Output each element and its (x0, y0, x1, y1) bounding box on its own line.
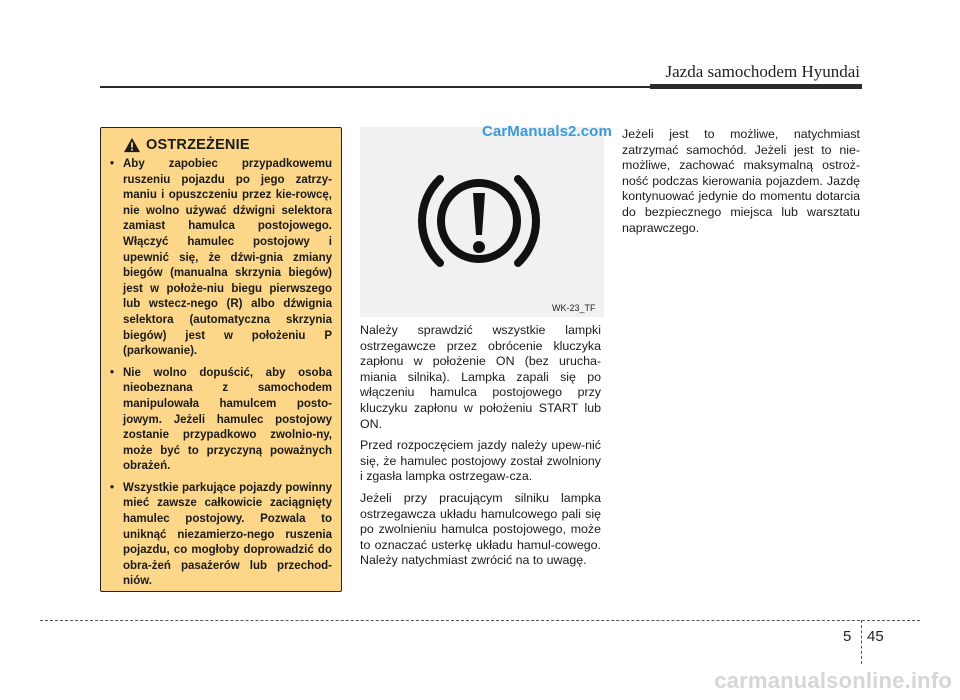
warning-header (123, 137, 332, 153)
chapter-number: 5 (843, 628, 852, 645)
bullet-icon: • (110, 158, 115, 170)
paragraph: Jeżeli przy pracującym silniku lampka ostrzegawcza układu hamulcowego pali się po zwolnieniu hamulca postojowego, może to oznaczać usterkę układu hamul-cowego. Należy natychmiast zwrócić na to uwagę. (360, 490, 601, 568)
warning-box (100, 127, 342, 592)
right-column-text (622, 127, 860, 242)
figure-caption: WK-23_TF (552, 303, 596, 313)
paragraph: Przed rozpoczęciem jazdy należy upew-nić się, że hamulec postojowy został zwolniony i zgasła lampka ostrzegaw-cza. (360, 438, 601, 484)
warning-item (110, 481, 332, 590)
footer-divider (40, 620, 920, 621)
warning-triangle-icon (123, 137, 141, 153)
bullet-icon: • (110, 366, 115, 379)
site-watermark: carmanualsonline.info (714, 668, 952, 693)
warning-item (110, 366, 332, 475)
paragraph: Należy sprawdzić wszystkie lampki ostrzegawcze przez obrócenie kluczyka zapłonu w położenie ON (bez urucha-miania silnika). Lampka zapali się po włączeniu hamulca postojowego przy kluczyku zapłonu w położeniu START lub ON. (360, 323, 601, 431)
warning-item-text: Aby zapobiec przypadkowemu ruszeniu pojazdu po jego zatrzy-maniu i opuszczeniu przez kie-rowcę, nie wolno używać dźwigni selektora zamiast hamulca postojowego. Włączyć hamulec postojowy i upewnić się, że dźwi-gnia zmiany biegów (manualna skrzynia biegów) jest w położe-niu biegu pierwszego lub wstecz-nego (R) albo dźwignia selektora (automatyczna skrzynia biegów) jest w położeniu P (parkowanie). (123, 158, 332, 358)
warning-title: OSTRZEŻENIE (146, 137, 250, 153)
paragraph: Jeżeli jest to możliwe, natychmiast zatrzymać samochód. Jeżeli jest to nie-możliwe, zachować maksymalną ostroż-ność podczas kierowania pojazdem. Jazdę kontynuować jedynie do momentu dotarcia do bezpiecznego miejsca lub warsztatu naprawczego. (622, 127, 860, 235)
page-number: 45 (867, 628, 884, 645)
warning-item (110, 157, 332, 360)
header-divider-accent (650, 84, 862, 89)
figure-watermark: CarManuals2.com (482, 123, 612, 140)
brake-warning-light-icon (418, 167, 540, 275)
middle-column-text (360, 323, 601, 575)
footer-page-separator (861, 620, 862, 664)
warning-list (110, 157, 332, 590)
warning-item-text: Nie wolno dopuścić, aby osoba nieobeznana z samochodem manipulowała hamulcem posto-jowym. Jeżeli hamulec postojowy zostanie przypadkowo zwolnio-ny, może być to przyczyną poważnych obrażeń. (123, 366, 332, 473)
warning-item-text: Wszystkie parkujące pojazdy powinny mieć zawsze całkowicie zaciągnięty hamulec postojowy. Pozwala to uniknąć niezamierzo-nego ruszenia pojazdu, co mogłoby doprowadzić do obra-żeń pasażerów lub przechod-niów. (123, 481, 332, 588)
bullet-icon: • (110, 481, 115, 494)
page-header-title: Jazda samochodem Hyundai (665, 62, 860, 81)
